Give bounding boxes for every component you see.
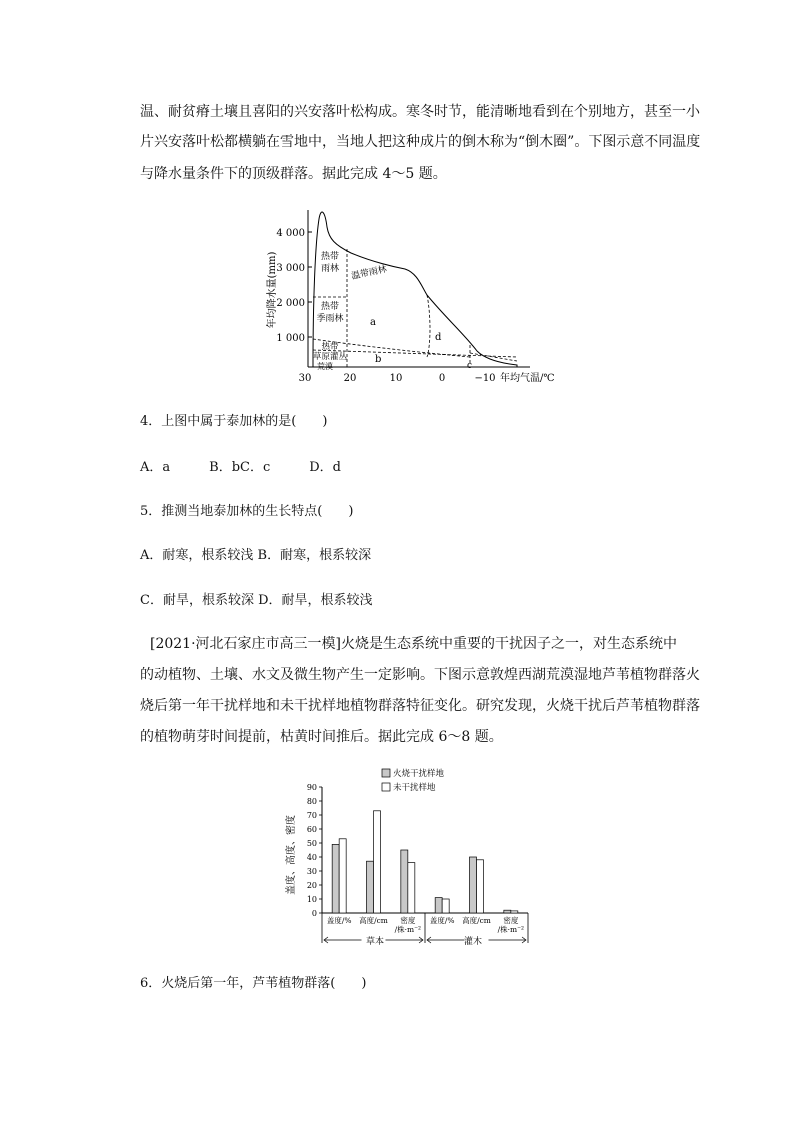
y-tick-4000: 4 000: [276, 228, 305, 239]
question-5-options-cd: C．耐旱，根系较深 D．耐旱，根系较浅: [140, 593, 373, 608]
bar: [477, 860, 484, 913]
bar-y-tick: 50: [306, 839, 317, 848]
bar-category-label: 密度: [400, 916, 416, 925]
label-c: c: [467, 361, 473, 371]
x-tick-0: 0: [438, 373, 446, 384]
fire-disturbance-bar-chart: [280, 765, 540, 955]
vegetation-zone-diagram: [255, 205, 555, 390]
label-b: b: [375, 354, 382, 365]
bar-y-tick: 60: [306, 825, 317, 834]
legend-label-undisturbed: 未干扰样地: [393, 783, 436, 793]
intro2-line-2: 的动植物、土壤、水文及微生物产生一定影响。下图示意敦煌西湖荒漠湿地芦苇植物群落火: [140, 667, 700, 683]
bar: [470, 857, 477, 913]
group-label-herb: 草本: [365, 937, 385, 947]
bar-y-tick: 80: [306, 797, 317, 806]
bar: [504, 910, 511, 913]
x-tick-10: 10: [389, 373, 403, 384]
bar-category-label-unit: /株·m⁻²: [394, 925, 422, 934]
bar-y-tick: 0: [311, 909, 317, 918]
label-tropical-monsoon-2: 季雨林: [316, 314, 344, 324]
legend-swatch-burned: [382, 769, 390, 777]
bar: [367, 861, 374, 913]
question-5-options-ab: A．耐寒，根系较浅 B．耐寒，根系较深: [140, 548, 372, 563]
label-tropical-monsoon-1: 热带: [320, 302, 340, 312]
x-tick-minus10: −10: [474, 373, 496, 384]
bar: [332, 844, 339, 913]
label-temperate-rainforest: 温带雨林: [350, 264, 388, 282]
x-tick-30: 30: [298, 373, 312, 384]
bar-y-tick: 10: [306, 895, 317, 904]
zone-boundary: [313, 212, 517, 367]
group-label-shrub: 灌木: [463, 937, 483, 947]
intro-line-3: 与降水量条件下的顶级群落。据此完成 4～5 题。: [140, 166, 447, 182]
legend-swatch-undisturbed: [382, 783, 390, 791]
legend-label-burned: 火烧干扰样地: [393, 769, 445, 779]
y-tick-1000: 1 000: [276, 333, 305, 344]
bar-y-tick: 40: [306, 853, 317, 862]
bar: [339, 839, 346, 913]
intro2-line-3: 烧后第一年干扰样地和未干扰样地植物群落特征变化。研究发现，火烧干扰后芦苇植物群落: [140, 698, 700, 714]
bar-category-label: 盖度/%: [326, 916, 352, 925]
label-desert: 荒漠: [317, 362, 333, 371]
bar-y-tick: 70: [306, 811, 317, 820]
bar-category-label: 密度: [503, 916, 519, 925]
bar: [442, 899, 449, 913]
x-tick-20: 20: [343, 373, 357, 384]
y-tick-2000: 2 000: [276, 298, 305, 309]
bar-chart-y-label: 盖度、高度、密度: [286, 815, 297, 895]
label-savanna-2: 草原灌丛: [312, 352, 348, 362]
intro-line-2: 片兴安落叶松都横躺在雪地中，当地人把这种成片的倒木称为“倒木圈”。下图示意不同温度: [140, 134, 701, 150]
bar-category-label: 盖度/%: [429, 916, 455, 925]
question-6-stem: 6．火烧后第一年，芦苇植物群落( ): [140, 976, 367, 991]
intro2-line-1: [2021·河北石家庄市高三一模]火烧是生态系统中重要的干扰因子之一，对生态系统中: [150, 636, 678, 652]
y-tick-3000: 3 000: [276, 263, 305, 274]
label-d: d: [435, 332, 442, 343]
question-5-stem: 5．推测当地泰加林的生长特点( ): [140, 504, 354, 519]
intro-line-1: 温、耐贫瘠土壤且喜阳的兴安落叶松构成。寒冬时节，能清晰地看到在个别地方，甚至一小: [140, 104, 700, 120]
bar: [408, 863, 415, 913]
bar: [435, 898, 442, 913]
bar: [374, 811, 381, 913]
question-4-options: A．a B．bC．c D．d: [140, 460, 341, 475]
intro2-line-4: 的植物萌芽时间提前，枯黄时间推后。据此完成 6～8 题。: [140, 729, 503, 745]
bar-y-tick: 30: [306, 867, 317, 876]
bar-y-tick: 90: [306, 783, 317, 792]
question-4-stem: 4．上图中属于泰加林的是( ): [140, 414, 328, 429]
bar-y-tick: 20: [306, 881, 317, 890]
x-axis-label: 年均气温/℃: [500, 373, 555, 384]
bar: [511, 911, 518, 913]
bar: [401, 850, 408, 913]
bar-category-label-unit: /株·m⁻²: [497, 925, 525, 934]
label-savanna-1: 热带: [321, 342, 339, 352]
label-a: a: [370, 317, 376, 328]
bar-category-label: 高度/cm: [359, 916, 388, 925]
label-tropical-rainforest-2: 雨林: [320, 264, 340, 274]
y-axis-label: 年均降水量(mm): [267, 251, 278, 329]
bar-category-label: 高度/cm: [462, 916, 491, 925]
label-tropical-rainforest-1: 热带: [320, 252, 340, 262]
